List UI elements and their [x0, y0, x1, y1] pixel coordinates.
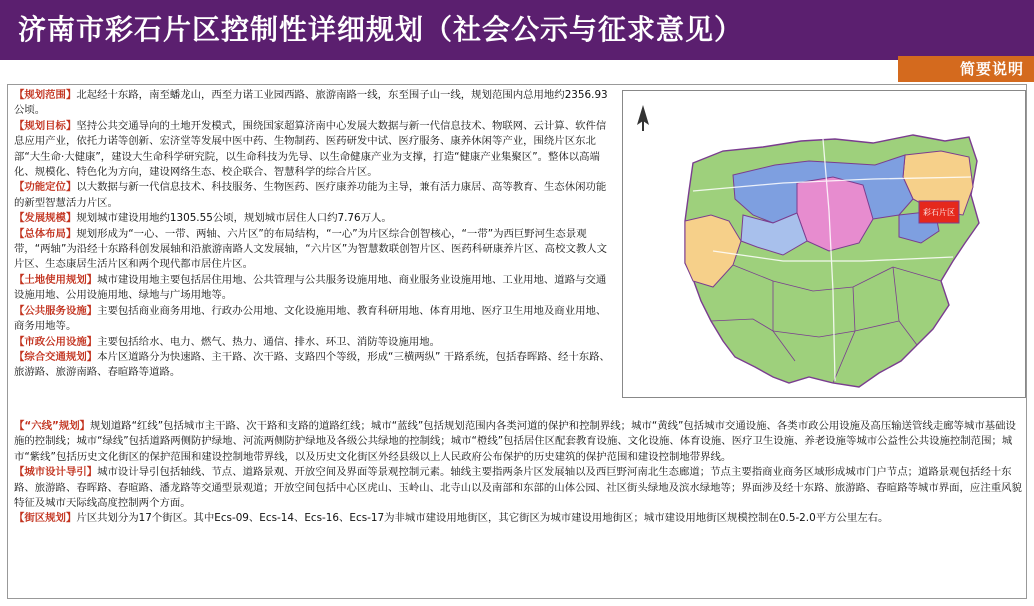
text-column [14, 88, 614, 381]
planning-map [622, 90, 1026, 398]
page-title: 济南市彩石片区控制性详细规划（社会公示与征求意见） [18, 13, 744, 46]
paragraph-text: 坚持公共交通导向的土地开发模式，围绕国家超算济南中心发展大数据与新一代信息技术、物联网、云计算、软件信息应用产业，依托力诺等创新、宏济堂等发展中医中药、生物制药、医药研发中试、医疗服务、康养休闲等产业，围绕片区东北部“大生命·大健康”，建设大生命科学研究院，以生命科技为先导、以生命健康产业为支撑，打造“健康产业集聚区”。整体以高端化、规模化、特色化为方向，建设网络生态、校企联合、智慧科学的综合片区。 [14, 119, 607, 179]
paragraph-transport [14, 350, 614, 381]
paragraph-text: 片区共划分为17个街区。其中Ecs-09、Ecs-14、Ecs-16、Ecs-17为非城市建设用地街区，其它街区为城市建设用地街区；城市建设用地街区规模控制在0.5-2.0平方公里左右。 [76, 512, 889, 525]
paragraph-scale [14, 211, 614, 226]
map-highlight-label: 彩石片区 [923, 208, 955, 217]
paragraph-text: 以大数据与新一代信息技术、科技服务、生物医药、医疗康养功能为主导，兼有活力康居、高等教育、生态休闲功能的新型智慧活力片区。 [14, 181, 607, 209]
paragraph-scope [14, 88, 614, 119]
header-bar [0, 0, 1034, 60]
paragraph-label: 【“六线”规划】 [14, 420, 91, 432]
paragraph-text: 主要包括商业商务用地、行政办公用地、文化设施用地、教育科研用地、体育用地、医疗卫生用地及商业用地、商务用地等。 [14, 304, 607, 333]
summary-tag: 简要说明 [898, 56, 1034, 82]
text-full-width [14, 419, 1022, 527]
paragraph-utilities [14, 335, 614, 350]
paragraph-six-lines [14, 419, 1022, 465]
paragraph-label: 【城市设计导引】 [14, 466, 98, 479]
paragraph-label: 【规划范围】 [14, 89, 77, 101]
paragraph-label: 【市政公用设施】 [14, 335, 98, 348]
paragraph-text: 主要包括给水、电力、燃气、热力、通信、排水、环卫、消防等设施用地。 [97, 335, 441, 348]
paragraph-blocks [14, 511, 1022, 526]
paragraph-text: 规划道路“红线”包括城市主干路、次干路和支路的道路红线；城市“蓝线”包括规划范围内各类河道的保护和控制界线；城市“黄线”包括城市交通设施、各类市政公用设施及高压输送管线走廊等城市基础设施的控制线；城市“绿线”包括道路两侧防护绿地、河流两侧防护绿地及各级公共绿地的控制线；城市“橙线”包括居住区配套教育设施、文化设施、体育设施、医疗卫生设施、养老设施等城市公益性公共设施控制范围；城市“紫线”包括历史文化街区的保护范围和建设控制地带界线，以及历史文化街区外经县级以上人民政府公布保护的历史建筑的保护范围和建设控制地带界线。 [14, 420, 1016, 463]
paragraph-text: 规划城市建设用地约1305.55公顷，规划城市居住人口约7.76万人。 [76, 212, 392, 225]
paragraph-goal [14, 119, 614, 181]
paragraph-label: 【总体布局】 [14, 227, 77, 240]
paragraph-text: 北起经十东路，南至蟠龙山，西至力诺工业园西路、旅游南路一线，东至围子山一线，规划范围内总用地约2356.93公顷。 [14, 89, 608, 117]
paragraph-label: 【功能定位】 [14, 181, 77, 194]
paragraph-label: 【发展规模】 [14, 212, 77, 225]
paragraph-text: 规划形成为“一心、一带、两轴、六片区”的布局结构，“一心”为片区综合创智核心，“一带”为西巨野河生态景观带，“两轴”为沿经十东路科创发展轴和沿旅游南路人文发展轴，“六片区”为智慧数联创智片区、医药科研康养片区、高校文教人文片区、生态康居生活片区和两个现代都市居住片区。 [14, 227, 608, 271]
paragraph-text: 本片区道路分为快速路、主干路、次干路、支路四个等级，形成“三横两纵” 干路系统，包括春晖路、经十东路、旅游路、旅游南路、春暄路等道路。 [14, 350, 610, 379]
paragraph-layout [14, 227, 614, 273]
north-arrow-icon [637, 105, 649, 131]
paragraph-urban-design [14, 465, 1022, 511]
paragraph-label: 【街区规划】 [14, 512, 77, 525]
paragraph-label: 【综合交通规划】 [14, 350, 98, 363]
paragraph-public-services [14, 304, 614, 335]
paragraph-positioning [14, 180, 614, 211]
paragraph-text: 城市建设用地主要包括居住用地、公共管理与公共服务设施用地、商业服务业设施用地、工业用地、道路与交通设施用地、公用设施用地、绿地与广场用地等。 [14, 273, 607, 302]
paragraph-label: 【公共服务设施】 [14, 304, 98, 317]
paragraph-text: 城市设计导引包括轴线、节点、道路景观、开放空间及界面等景观控制元素。轴线主要指两条片区发展轴以及西巨野河南北生态廊道；节点主要指商业商务区域形成城市门户节点；道路景观包括经十东路、旅游路、春晖路、春暄路、潘龙路等交通型景观道；开放空间包括中心区虎山、玉岭山、北寺山以及南部和东部的山体公园、社区街头绿地及滨水绿地等；界面涉及经十东路、旅游路、春暄路等城市界面，应注重风貌特征及城市天际线高度控制两个方面。 [14, 466, 1022, 510]
paragraph-label: 【土地使用规划】 [14, 273, 98, 286]
planning-map-graphic [623, 91, 1023, 395]
paragraph-label: 【规划目标】 [14, 119, 77, 132]
paragraph-land-use [14, 273, 614, 304]
